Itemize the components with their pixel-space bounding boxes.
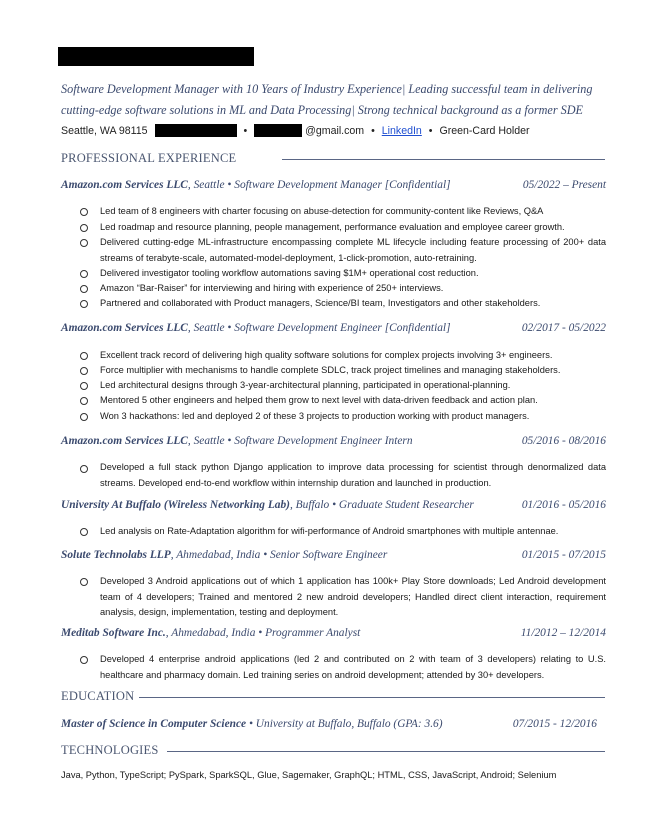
linkedin-link[interactable]: LinkedIn [381, 125, 422, 137]
location: Seattle, WA 98115 [61, 125, 148, 137]
bullet-text: Delivered cutting-edge ML-infrastructure encompassing complete ML lifecycle including feature processing of 200+ data streams of terabyte-scale, automated-model-deployment, 1-click-promotion, auto-retraining. [100, 237, 606, 263]
bullet-icon [80, 352, 88, 360]
job-detail: , Seattle • Software Development Manager [Confidential] [187, 179, 451, 191]
section-rule [282, 159, 605, 160]
bullet-text: Led architectural designs through 3-year-architectural planning, participated in operational-planning. [100, 380, 511, 390]
bullet-icon [80, 208, 88, 216]
bullet-text: Led roadmap and resource planning, people management, performance evaluation and employee career growth. [100, 222, 565, 232]
degree: Master of Science in Computer Science [61, 718, 247, 730]
bullet-text: Delivered investigator tooling workflow automations saving $1M+ operational cost reduction. [100, 268, 479, 278]
bullet-text: Developed a full stack python Django application to improve data processing for scientist through denormalized data streams. Developed end-to-end workflow within internship duration and launched in production. [100, 462, 606, 488]
summary-line-2: cutting-edge software solutions in ML and Data Processing| Strong technical background as a former SDE [61, 103, 583, 117]
bullet-icon [80, 578, 88, 586]
email-domain: @gmail.com [305, 125, 365, 137]
company: Amazon.com Services LLC [61, 322, 188, 334]
job-detail: , Buffalo • Graduate Student Researcher [289, 499, 474, 511]
job-heading [61, 547, 606, 563]
company: Amazon.com Services LLC [61, 179, 188, 191]
bullet-icon [80, 465, 88, 473]
job-heading [61, 320, 606, 336]
status: Green-Card Holder [439, 125, 530, 137]
bullet-text: Led team of 8 engineers with charter focusing on abuse-detection for community-content like Reviews, Q&A [100, 206, 544, 216]
job-heading [61, 497, 606, 513]
bullet-text: Excellent track record of delivering high quality software solutions for complex projects involving 3+ engineers. [100, 350, 553, 360]
company: Solute Technolabs LLP [61, 549, 171, 561]
job-heading [61, 625, 606, 641]
job-detail: , Ahmedabad, India • Programmer Analyst [165, 627, 361, 639]
bullet-text: Led analysis on Rate-Adaptation algorithm for wifi-performance of Android smartphones with multiple antennae. [100, 526, 559, 536]
bullet-text: Force multiplier with mechanisms to handle complete SDLC, track project timelines and managing stakeholders. [100, 365, 561, 375]
section-rule [139, 697, 605, 698]
section-technologies: TECHNOLOGIES [61, 743, 159, 757]
education-detail: • University at Buffalo, Buffalo (GPA: 3.6) [246, 718, 443, 730]
education-dates: 07/2015 - 12/2016 [512, 718, 597, 730]
bullet-icon [80, 270, 88, 278]
job-dates: 01/2016 - 05/2016 [521, 499, 606, 511]
section-education: EDUCATION [61, 689, 135, 703]
bullet-icon [80, 413, 88, 421]
job-detail: , Seattle • Software Development Engineer Intern [187, 435, 413, 447]
job-dates: 05/2016 - 08/2016 [521, 435, 606, 447]
job-dates: 01/2015 - 07/2015 [521, 549, 606, 561]
bullet-text: Amazon “Bar-Raiser” for interviewing and hiring with experience of 250+ interviews. [100, 283, 444, 293]
redacted-phone [155, 124, 237, 137]
bullet-text: Won 3 hackathons: led and deployed 2 of these 3 projects to production working with product managers. [100, 411, 530, 421]
section-rule [167, 751, 605, 752]
bullet-text: Partnered and collaborated with Product managers, Science/BI team, Investigators and other stakeholders. [100, 298, 541, 308]
job-detail: , Ahmedabad, India • Senior Software Engineer [170, 549, 388, 561]
bullet-icon [80, 239, 88, 247]
bullet-icon [80, 397, 88, 405]
separator: • [428, 125, 433, 137]
job-dates: 02/2017 - 05/2022 [521, 322, 606, 334]
bullet-text: Developed 3 Android applications out of which 1 application has 100k+ Play Store downloads; Led Android development team of 4 developers; Trained and mentored 2 new android developers; Handled direct client interaction, requirement analysis, design, implementation, testing and deployment. [100, 576, 606, 617]
redacted-name [58, 47, 254, 66]
bullet-icon [80, 528, 88, 536]
section-experience: PROFESSIONAL EXPERIENCE [61, 151, 237, 165]
contact-line [61, 122, 530, 140]
bullet-icon [80, 300, 88, 308]
job-heading [61, 177, 606, 193]
separator: • [243, 125, 248, 137]
bullet-icon [80, 656, 88, 664]
technologies-list: Java, Python, TypeScript; PySpark, SparkSQL, Glue, Sagemaker, GraphQL; HTML, CSS, JavaScript, Android; Selenium [61, 770, 557, 780]
job-dates: 05/2022 – Present [522, 179, 606, 191]
summary-line-1: Software Development Manager with 10 Years of Industry Experience| Leading successful team in delivering [61, 82, 593, 96]
company: University At Buffalo (Wireless Networking Lab) [61, 499, 290, 511]
company: Meditab Software Inc. [61, 627, 166, 639]
job-detail: , Seattle • Software Development Engineer [Confidential] [187, 322, 451, 334]
bullet-text: Mentored 5 other engineers and helped them grow to next level with data-driven feedback and action plan. [100, 395, 538, 405]
separator: • [371, 125, 375, 137]
education-heading [61, 716, 597, 732]
job-dates: 11/2012 – 12/2014 [520, 627, 606, 639]
job-heading [61, 433, 606, 449]
bullet-icon [80, 285, 88, 293]
company: Amazon.com Services LLC [61, 435, 188, 447]
redacted-email-user [254, 124, 302, 137]
bullet-text: Developed 4 enterprise android applications (led 2 and contributed on 2 with team of 3 developers) relating to U.S. healthcare and pharmacy domain. Led training series on android development; attended by 30+ developers. [100, 654, 606, 680]
bullet-icon [80, 367, 88, 375]
bullet-icon [80, 382, 88, 390]
bullet-icon [80, 224, 88, 232]
